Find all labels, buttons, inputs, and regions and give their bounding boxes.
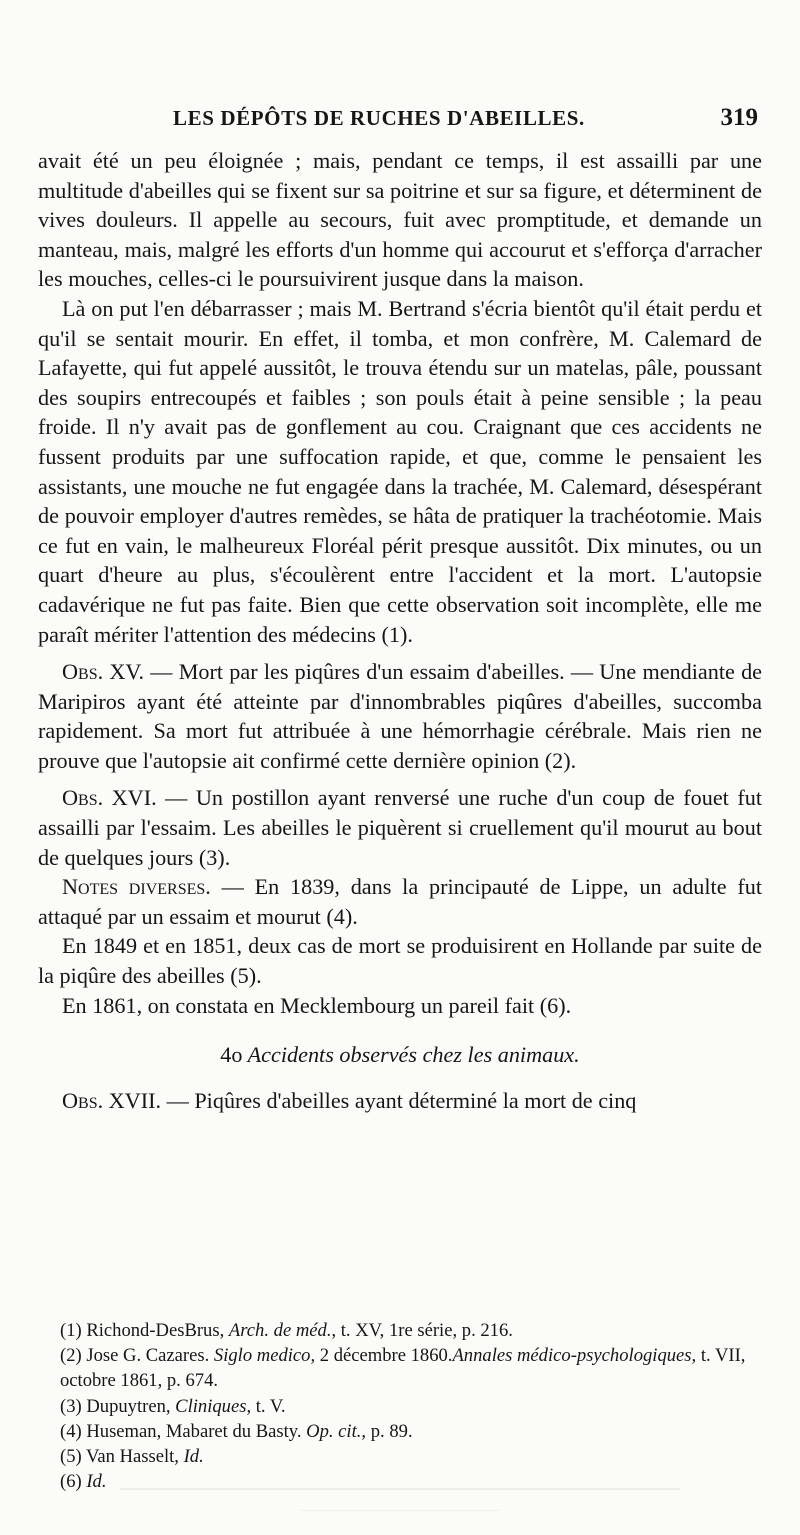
page-header [38, 100, 758, 136]
footnotes [60, 1318, 762, 1494]
body-text [38, 146, 762, 1115]
footnote-title: Annales médico-psychologiques, [452, 1345, 697, 1367]
footnote-marker: (5) [60, 1446, 82, 1468]
footnote-title: Id. [183, 1446, 204, 1468]
section-title: Accidents observés chez les animaux. [247, 1042, 580, 1068]
footnote-author: Huseman, Mabaret du Basty. [86, 1420, 307, 1442]
observation-label: Obs. XVI. [62, 785, 157, 811]
footnote-ref: , p. 89. [361, 1420, 413, 1442]
section-heading [38, 1040, 762, 1070]
footnote-title: Arch. de méd. [228, 1320, 332, 1341]
observation-text: — Mort par les piqûres d'un essaim d'abeilles. — Une mendiante de Maripiros ayant été atteinte par d'innombrables piqûres d'abeilles, succomba rapidement. Sa mort fut attribuée à une hémorrhagie cérébrale. Mais rien ne prouve que l'autopsie ait confirmé cette dernière opinion (2). [38, 659, 763, 773]
paragraph-continuation: avait été un peu éloignée ; mais, pendant ce temps, il est assailli par une multitude d'abeilles qui se fixent sur sa poitrine et sur sa figure, et déterminent de vives douleurs. Il appelle au secours, fuit avec promptitude, et demande un manteau, mais, malgré les efforts d'un homme qui accourut et s'efforça d'arracher les mouches, celles-ci le poursuivirent jusque dans la maison. [38, 148, 762, 292]
observation-text: — Piqûres d'abeilles ayant déterminé la mort de cinq [161, 1087, 637, 1113]
footnote-author: Van Hasselt, [86, 1446, 184, 1468]
footnote-marker: (2) [60, 1345, 82, 1367]
footnote-marker: (1) [60, 1320, 82, 1341]
footnote-title: Id. [86, 1471, 107, 1493]
observation-17 [38, 1086, 762, 1116]
footnote-ref: , t. XV, 1re série, p. 216. [331, 1320, 513, 1341]
footnote-title: Cliniques [175, 1395, 247, 1417]
footnote-ref: t. VII, octobre 1861, p. 674. [60, 1345, 746, 1392]
notes-diverses [38, 872, 762, 931]
observation-text: — Un postillon ayant renversé une ruche d'un coup de fouet fut assailli par l'essaim. Les abeilles le piquèrent si cruellement qu'il mourut au bout de quelques jours (3). [38, 785, 762, 870]
observation-15 [38, 657, 762, 775]
faint-line [120, 1488, 680, 1490]
footnote-marker: (3) [60, 1395, 82, 1417]
page-number: 319 [720, 104, 758, 131]
footnote [60, 1394, 762, 1419]
footnote [60, 1444, 762, 1469]
footnote [60, 1343, 762, 1393]
footnote-marker: (6) [60, 1471, 82, 1493]
footnote [60, 1419, 762, 1444]
paragraph-1849: En 1849 et en 1851, deux cas de mort se produisirent en Hollande par suite de la piqûre des abeilles (5). [38, 933, 762, 989]
footnote-author: Jose G. Cazares. [86, 1345, 214, 1367]
running-title: LES DÉPÔTS DE RUCHES D'ABEILLES. [173, 106, 585, 130]
footnote-author: Dupuytren, [86, 1395, 176, 1417]
observation-16 [38, 783, 762, 872]
show-through-marks [0, 1488, 800, 1528]
paragraph-1861: En 1861, on constata en Mecklembourg un pareil fait (6). [62, 992, 572, 1018]
footnote-ref: , t. V. [246, 1395, 286, 1417]
notes-text: — En 1839, dans la principauté de Lippe, un adulte fut attaqué par un essaim et mourut (4). [38, 874, 762, 929]
footnote [60, 1318, 762, 1343]
footnote-title: Op. cit. [306, 1420, 362, 1442]
notes-label: Notes diverses. [62, 874, 211, 900]
footnote-author: Richond-DesBrus, [86, 1320, 229, 1341]
section-number: 4o [220, 1042, 243, 1068]
observation-label: Obs. XVII. [62, 1087, 162, 1113]
footnote-marker: (4) [60, 1420, 82, 1442]
footnote-title: Siglo medico, [213, 1345, 316, 1367]
paragraph-bertrand: Là on put l'en débarrasser ; mais M. Bertrand s'écria bientôt qu'il était perdu et qu'il se sentait mourir. En effet, il tomba, et mon confrère, M. Calemard de Lafayette, qui fut appelé aussitôt, le trouva étendu sur un matelas, pâle, poussant des soupirs entrecoupés et faibles ; son pouls était à peine sensible ; la peau froide. Il n'y avait pas de gonflement au cou. Craignant que ces accidents ne fussent produits par une suffocation rapide, et que, comme le pensaient les assistants, une mouche ne fut engagée dans la trachée, M. Calemard, désespérant de pouvoir employer d'autres remèdes, se hâta de pratiquer la trachéotomie. Mais ce fut en vain, le malheureux Floréal périt presque aussitôt. Dix minutes, ou un quart d'heure au plus, s'écoulèrent entre l'accident et la mort. L'autopsie cadavérique ne fut pas faite. Bien que cette observation soit incomplète, elle me paraît mériter l'attention des médecins (1). [38, 295, 762, 647]
faint-line [300, 1510, 500, 1511]
footnote-ref: 2 décembre 1860. [315, 1345, 453, 1367]
observation-label: Obs. XV. [62, 659, 145, 685]
